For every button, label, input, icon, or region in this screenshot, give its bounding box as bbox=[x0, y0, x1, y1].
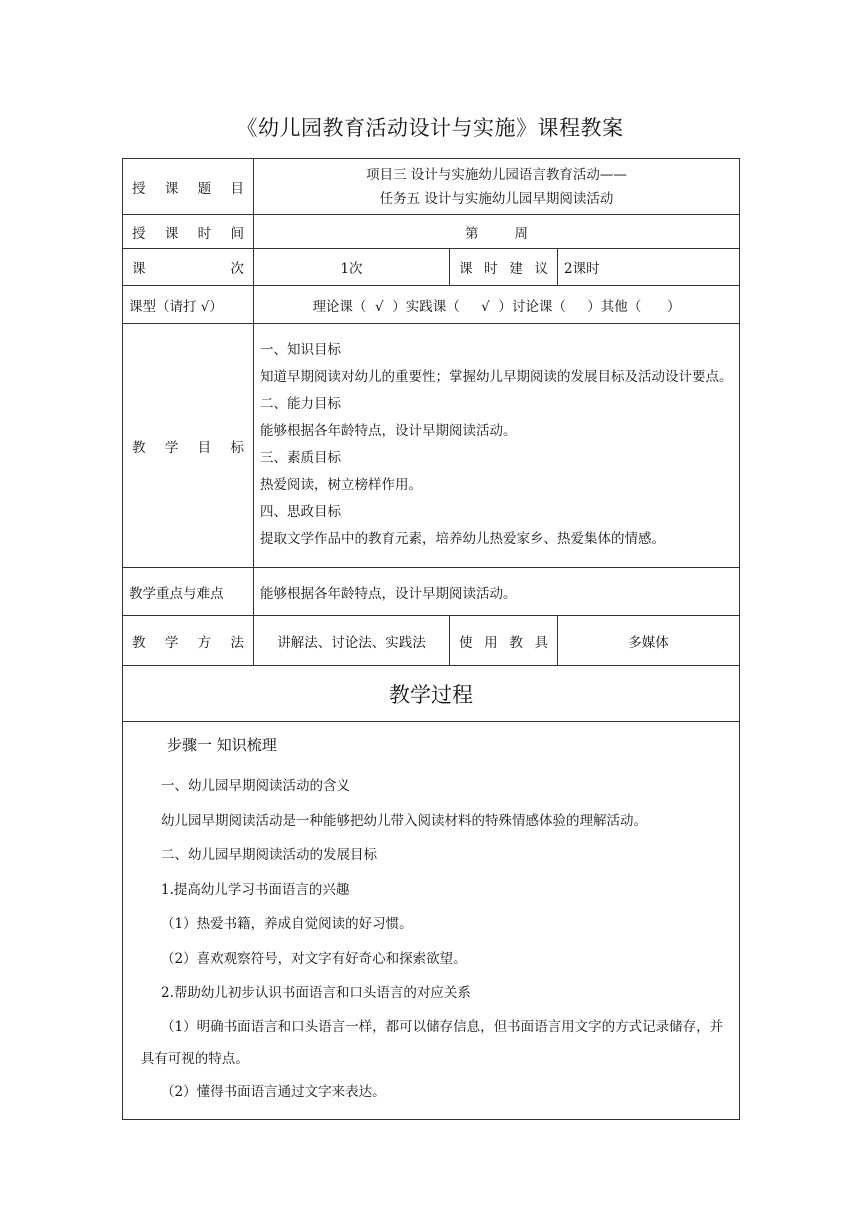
type-value: 理论课（ √ ）实践课（ √ ）讨论课（ ）其他（ ） bbox=[254, 286, 740, 324]
time-label-cell bbox=[123, 215, 254, 249]
method-label: 教 学 方 法 bbox=[132, 634, 244, 651]
focus-value: 能够根据各年龄特点，设计早期阅读活动。 bbox=[254, 568, 740, 616]
goal-heading-knowledge: 一、知识目标 bbox=[260, 341, 341, 358]
method-label-cell bbox=[123, 616, 254, 666]
process-line: （1）热爱书籍，养成自觉阅读的好习惯。 bbox=[161, 916, 413, 932]
step-title: 步骤一 知识梳理 bbox=[167, 736, 277, 754]
session-value: 1次 bbox=[254, 249, 450, 286]
time-value-cell bbox=[254, 215, 740, 249]
hours-value: 2课时 bbox=[558, 249, 740, 286]
process-line: 一、幼儿园早期阅读活动的含义 bbox=[161, 778, 350, 794]
type-row bbox=[123, 286, 740, 324]
time-label: 授 课 时 间 bbox=[132, 225, 244, 242]
focus-label: 教学重点与难点 bbox=[123, 568, 254, 616]
goal-text-ability: 能够根据各年龄特点，设计早期阅读活动。 bbox=[260, 422, 517, 439]
tools-label-cell bbox=[450, 616, 558, 666]
goal-text-knowledge: 知道早期阅读对幼儿的重要性；掌握幼儿早期阅读的发展目标及活动设计要点。 bbox=[260, 368, 733, 385]
goals-content bbox=[254, 324, 740, 568]
goal-heading-quality: 三、素质目标 bbox=[260, 449, 341, 466]
goal-heading-ability: 二、能力目标 bbox=[260, 395, 341, 412]
process-line: （1）明确书面语言和口头语言一样，都可以储存信息，但书面语言用文字的方式记录储存，并具有可视的特点。 bbox=[140, 1018, 724, 1067]
lesson-plan-table bbox=[122, 158, 740, 1120]
hours-label: 课 时 建 议 bbox=[459, 261, 548, 277]
session-row bbox=[123, 249, 740, 286]
time-value-week-prefix: 第 bbox=[465, 225, 479, 242]
topic-row bbox=[123, 159, 740, 215]
goal-heading-ideology: 四、思政目标 bbox=[260, 503, 341, 520]
document-title: 《幼儿园教育活动设计与实施》课程教案 bbox=[236, 116, 624, 140]
time-row bbox=[123, 215, 740, 249]
time-value-week-suffix: 周 bbox=[514, 225, 528, 242]
method-row bbox=[123, 616, 740, 666]
session-label-cell bbox=[123, 249, 254, 286]
process-line: 2.帮助幼儿初步认识书面语言和口头语言的对应关系 bbox=[161, 985, 471, 1001]
process-title-row bbox=[123, 666, 740, 722]
process-content bbox=[123, 722, 740, 1120]
tools-label: 使 用 教 具 bbox=[459, 634, 548, 651]
goals-label-cell bbox=[123, 324, 254, 568]
process-line: 幼儿园早期阅读活动是一种能够把幼儿带入阅读材料的特殊情感体验的理解活动。 bbox=[161, 812, 647, 829]
goals-row bbox=[123, 324, 740, 568]
topic-label: 授 课 题 目 bbox=[132, 180, 244, 197]
topic-line-2: 任务五 设计与实施幼儿园早期阅读活动 bbox=[379, 190, 614, 207]
goals-label: 教 学 目 标 bbox=[132, 439, 244, 456]
session-label: 课 次 bbox=[132, 261, 244, 277]
method-value: 讲解法、讨论法、实践法 bbox=[254, 616, 450, 666]
topic-line-1: 项目三 设计与实施幼儿园语言教育活动—— bbox=[366, 166, 627, 183]
process-line: （2）喜欢观察符号，对文字有好奇心和探索欲望。 bbox=[161, 950, 467, 967]
goal-text-quality: 热爱阅读，树立榜样作用。 bbox=[260, 476, 422, 493]
focus-row bbox=[123, 568, 740, 616]
goal-text-ideology: 提取文学作品中的教育元素，培养幼儿热爱家乡、热爱集体的情感。 bbox=[260, 530, 665, 547]
process-line: 二、幼儿园早期阅读活动的发展目标 bbox=[161, 847, 377, 863]
hours-label-cell bbox=[450, 249, 558, 286]
process-line: 1.提高幼儿学习书面语言的兴趣 bbox=[161, 881, 350, 898]
process-title: 教学过程 bbox=[123, 666, 740, 722]
process-content-row bbox=[123, 722, 740, 1120]
type-label: 课型（请打 √） bbox=[123, 286, 254, 324]
tools-value: 多媒体 bbox=[558, 616, 740, 666]
process-line: （2）懂得书面语言通过文字来表达。 bbox=[161, 1083, 386, 1100]
topic-label-cell bbox=[123, 159, 254, 215]
topic-value-cell bbox=[254, 159, 740, 215]
